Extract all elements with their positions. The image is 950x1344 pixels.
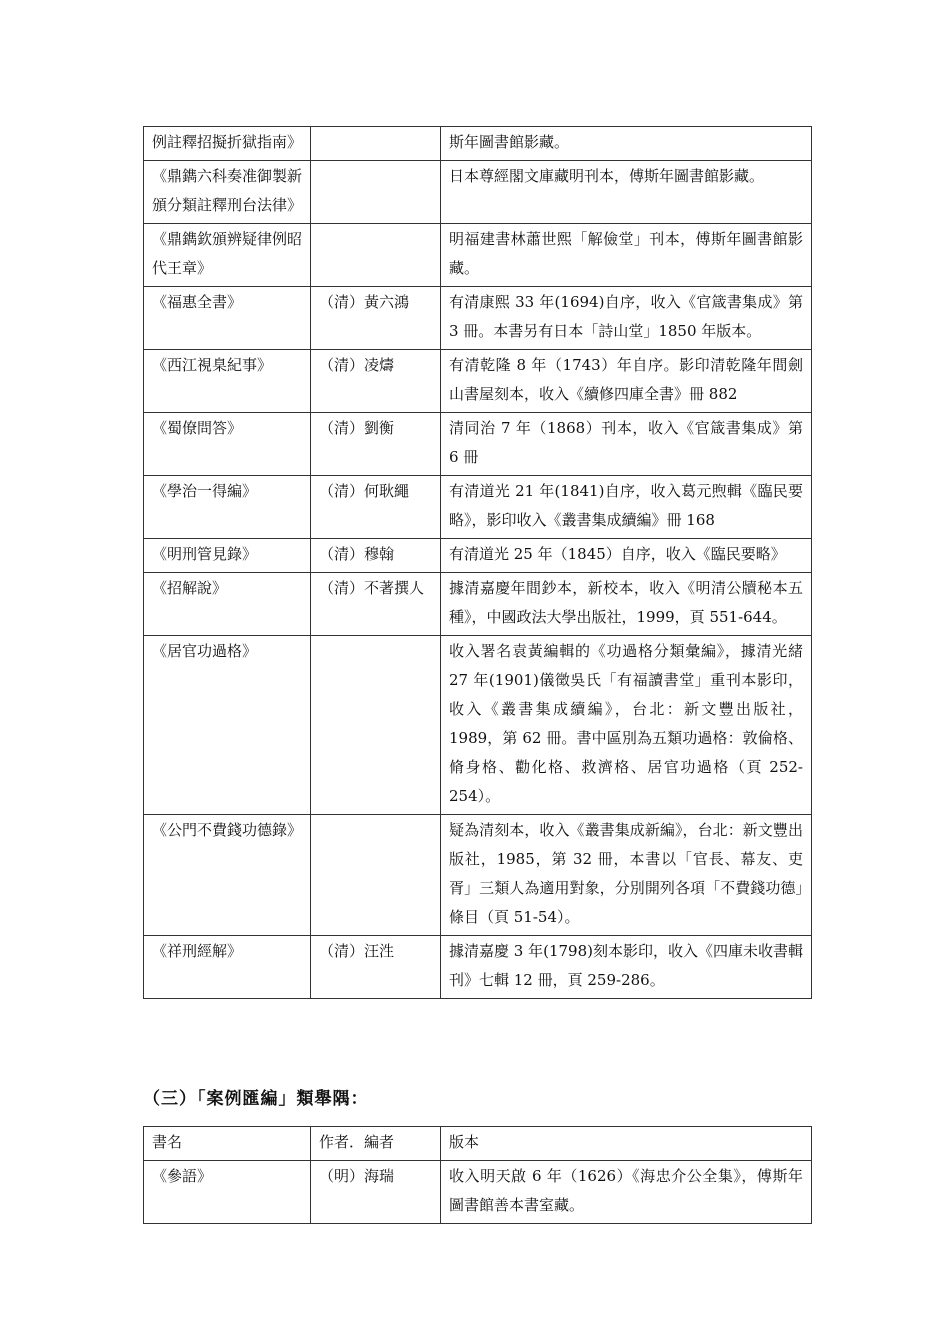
author-cell <box>311 815 441 936</box>
author-cell: （清）汪泩 <box>311 936 441 999</box>
book-title-cell: 例註釋招擬折獄指南》 <box>144 127 311 161</box>
book-title-cell: 《蜀僚問答》 <box>144 413 311 476</box>
table-row <box>144 161 812 224</box>
book-title-cell: 《鼎鐫六科奏准御製新頒分類註釋刑台法律》 <box>144 161 311 224</box>
edition-cell: 有清乾隆 8 年（1743）年自序。影印清乾隆年間劍山書屋刻本，收入《續修四庫全書》冊 882 <box>441 350 812 413</box>
book-title-cell: 《西江視臬紀事》 <box>144 350 311 413</box>
author-cell: （清）不著撰人 <box>311 573 441 636</box>
book-title-cell: 《居官功過格》 <box>144 636 311 815</box>
header-edition: 版本 <box>441 1127 812 1161</box>
table-row <box>144 350 812 413</box>
edition-cell: 清同治 7 年（1868）刊本，收入《官箴書集成》第 6 冊 <box>441 413 812 476</box>
author-cell: （清）穆翰 <box>311 539 441 573</box>
table-row <box>144 224 812 287</box>
table-row <box>144 127 812 161</box>
header-title: 書名 <box>144 1127 311 1161</box>
author-cell: （清）劉衡 <box>311 413 441 476</box>
table-row <box>144 287 812 350</box>
edition-cell: 有清道光 21 年(1841)自序，收入葛元煦輯《臨民要略》，影印收入《叢書集成續編》冊 168 <box>441 476 812 539</box>
author-cell <box>311 636 441 815</box>
edition-cell: 有清道光 25 年（1845）自序，收入《臨民要略》 <box>441 539 812 573</box>
header-author: 作者．編者 <box>311 1127 441 1161</box>
case-compilation-table-body <box>144 1127 812 1224</box>
edition-cell: 收入明天啟 6 年（1626）《海忠介公全集》，傅斯年圖書館善本書室藏。 <box>441 1161 812 1224</box>
table-row <box>144 1161 812 1224</box>
edition-cell: 明福建書林蕭世熙「解儉堂」刊本，傅斯年圖書館影藏。 <box>441 224 812 287</box>
author-cell <box>311 127 441 161</box>
table-row <box>144 476 812 539</box>
author-cell: （明）海瑞 <box>311 1161 441 1224</box>
bibliography-table <box>143 126 812 999</box>
section-heading: （三）「案例匯編」類舉隅： <box>143 1089 369 1109</box>
table-row <box>144 815 812 936</box>
bibliography-table-body <box>144 127 812 999</box>
table-row <box>144 636 812 815</box>
author-cell <box>311 161 441 224</box>
book-title-cell: 《招解說》 <box>144 573 311 636</box>
book-title-cell: 《學治一得編》 <box>144 476 311 539</box>
table-row <box>144 413 812 476</box>
book-title-cell: 《福惠全書》 <box>144 287 311 350</box>
author-cell: （清）凌燽 <box>311 350 441 413</box>
book-title-cell: 《鼎鐫欽頒辨疑律例昭代王章》 <box>144 224 311 287</box>
author-cell: （清）黃六鴻 <box>311 287 441 350</box>
table-header-row <box>144 1127 812 1161</box>
book-title-cell: 《參語》 <box>144 1161 311 1224</box>
author-cell <box>311 224 441 287</box>
edition-cell: 有清康熙 33 年(1694)自序，收入《官箴書集成》第 3 冊。本書另有日本「詩山堂」1850 年版本。 <box>441 287 812 350</box>
author-cell: （清）何耿繩 <box>311 476 441 539</box>
edition-cell: 收入署名袁黃編輯的《功過格分類彙編》，據清光緒 27 年(1901)儀徵吳氏「有福讀書堂」重刊本影印，收入《叢書集成續編》，台北：新文豐出版社，1989，第 62 冊。書中區別為五類功過格：敦倫格、脩身格、勸化格、救濟格、居官功過格（頁 252-254）。 <box>441 636 812 815</box>
edition-cell: 疑為清刻本，收入《叢書集成新編》，台北：新文豐出版社，1985，第 32 冊，本書以「官長、幕友、吏胥」三類人為適用對象，分別開列各項「不費錢功德」條目（頁 51-54）。 <box>441 815 812 936</box>
table-row <box>144 573 812 636</box>
edition-cell: 據清嘉慶 3 年(1798)刻本影印，收入《四庫未收書輯刊》七輯 12 冊，頁 259-286。 <box>441 936 812 999</box>
table-row <box>144 936 812 999</box>
edition-cell: 斯年圖書館影藏。 <box>441 127 812 161</box>
case-compilation-table <box>143 1126 812 1224</box>
book-title-cell: 《明刑管見錄》 <box>144 539 311 573</box>
table-row <box>144 539 812 573</box>
book-title-cell: 《公門不費錢功德錄》 <box>144 815 311 936</box>
book-title-cell: 《祥刑經解》 <box>144 936 311 999</box>
edition-cell: 日本尊經閣文庫藏明刊本，傅斯年圖書館影藏。 <box>441 161 812 224</box>
edition-cell: 據清嘉慶年間鈔本，新校本，收入《明清公牘秘本五種》，中國政法大學出版社，1999，頁 551-644。 <box>441 573 812 636</box>
